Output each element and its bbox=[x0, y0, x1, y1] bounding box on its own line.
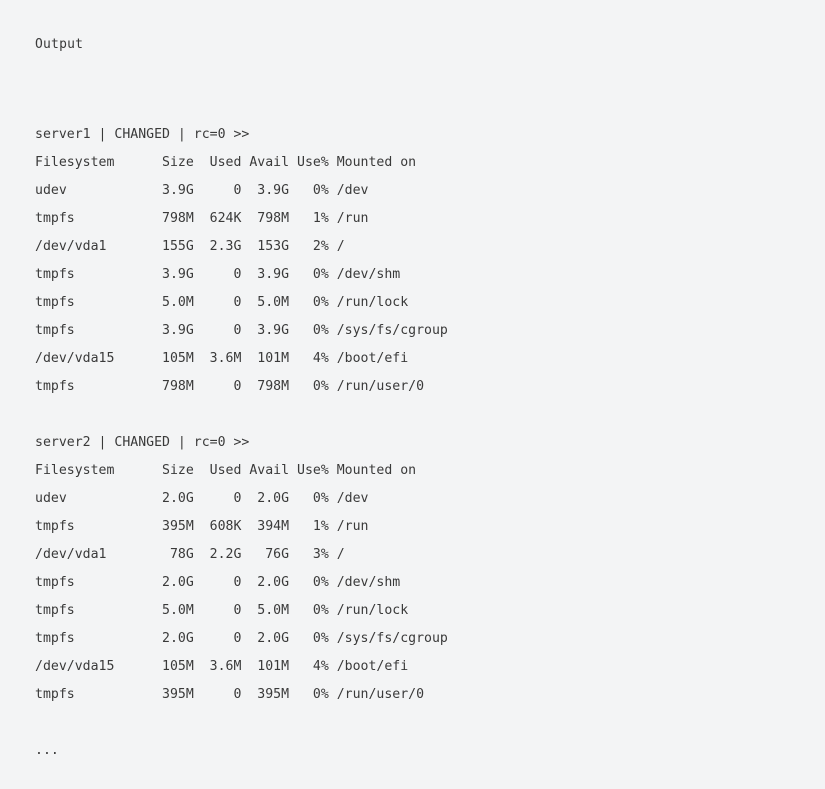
output-label: Output bbox=[35, 37, 84, 52]
output-line: tmpfs 798M 624K 798M 1% /run bbox=[35, 211, 369, 226]
output-line: tmpfs 395M 608K 394M 1% /run bbox=[35, 519, 369, 534]
output-line: /dev/vda15 105M 3.6M 101M 4% /boot/efi bbox=[35, 659, 409, 674]
output-line: Filesystem Size Used Avail Use% Mounted on bbox=[35, 463, 417, 478]
output-line: tmpfs 2.0G 0 2.0G 0% /sys/fs/cgroup bbox=[35, 631, 448, 646]
output-line: tmpfs 3.9G 0 3.9G 0% /sys/fs/cgroup bbox=[35, 323, 448, 338]
blank-line bbox=[35, 709, 448, 737]
blank-line bbox=[35, 401, 448, 429]
output-line: /dev/vda1 78G 2.2G 76G 3% / bbox=[35, 547, 345, 562]
output-line: udev 2.0G 0 2.0G 0% /dev bbox=[35, 491, 369, 506]
output-line: Filesystem Size Used Avail Use% Mounted on bbox=[35, 155, 417, 170]
block-header: server1 | CHANGED | rc=0 >> bbox=[35, 127, 250, 142]
output-line: tmpfs 798M 0 798M 0% /run/user/0 bbox=[35, 379, 425, 394]
terminal-output[interactable] bbox=[35, 121, 448, 765]
output-line: /dev/vda1 155G 2.3G 153G 2% / bbox=[35, 239, 345, 254]
output-line: udev 3.9G 0 3.9G 0% /dev bbox=[35, 183, 369, 198]
output-line: tmpfs 395M 0 395M 0% /run/user/0 bbox=[35, 687, 425, 702]
output-line: tmpfs 3.9G 0 3.9G 0% /dev/shm bbox=[35, 267, 401, 282]
output-line: tmpfs 2.0G 0 2.0G 0% /dev/shm bbox=[35, 575, 401, 590]
output-line: tmpfs 5.0M 0 5.0M 0% /run/lock bbox=[35, 603, 409, 618]
output-line: /dev/vda15 105M 3.6M 101M 4% /boot/efi bbox=[35, 351, 409, 366]
ellipsis: ... bbox=[35, 743, 59, 758]
block-header: server2 | CHANGED | rc=0 >> bbox=[35, 435, 250, 450]
output-line: tmpfs 5.0M 0 5.0M 0% /run/lock bbox=[35, 295, 409, 310]
